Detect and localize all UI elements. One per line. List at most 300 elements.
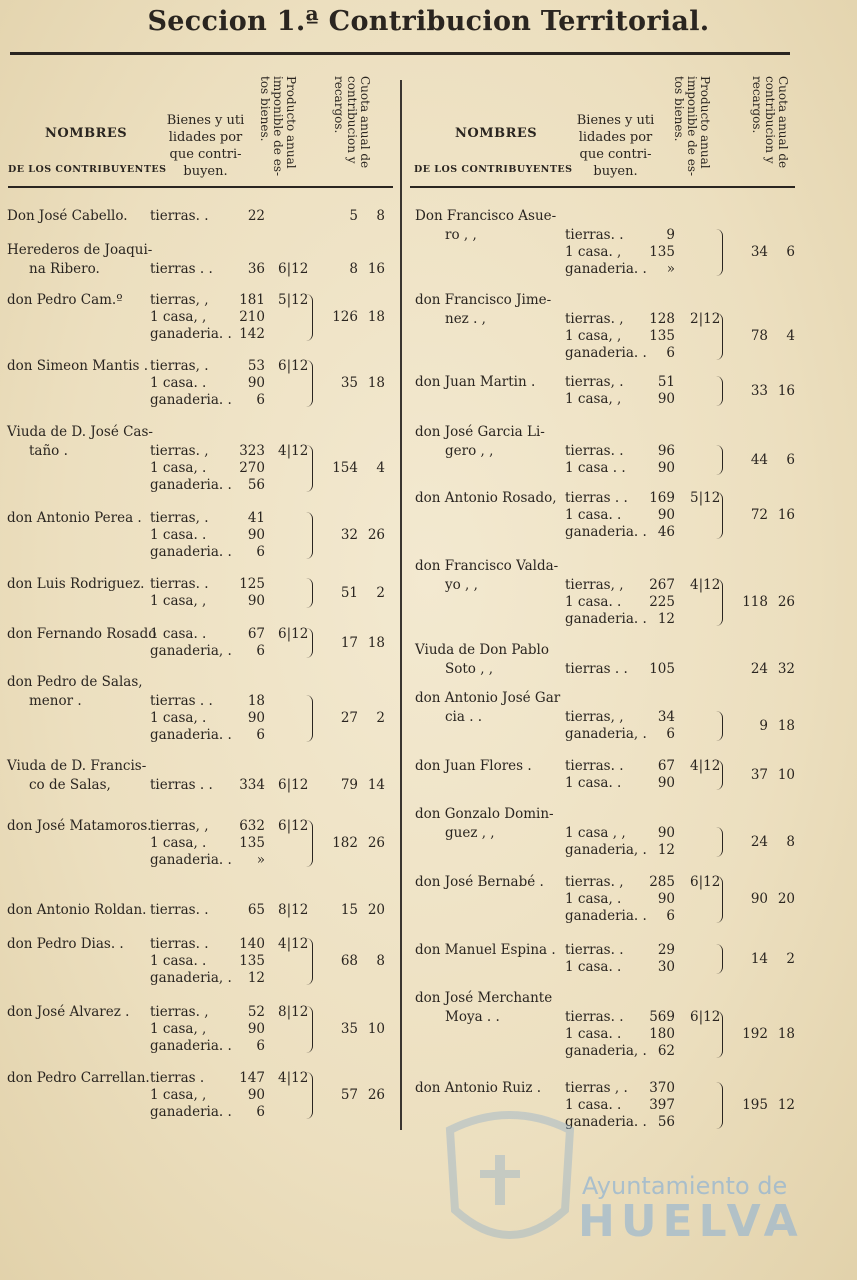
property-item: tierras, . — [565, 374, 624, 390]
property-item: ganaderia, . — [150, 643, 232, 659]
brace — [306, 512, 313, 559]
property-value: 41 — [247, 510, 265, 526]
recargo-value: 8 — [376, 208, 385, 224]
property-value: 169 — [649, 490, 675, 506]
property-value: 210 — [239, 309, 265, 325]
property-item: tierras. . — [150, 576, 209, 592]
brace — [306, 1072, 313, 1119]
brace — [716, 492, 723, 539]
property-value: 135 — [239, 953, 265, 969]
brace — [716, 445, 723, 475]
property-item: ganaderia, . — [565, 1043, 647, 1059]
property-value: » — [666, 261, 675, 277]
header-cuota-left: Cuota anual de contribucion y recargos. — [332, 76, 372, 169]
property-item: tierras. , — [565, 874, 624, 890]
property-value: 18 — [247, 693, 265, 709]
property-value: 142 — [239, 326, 265, 342]
property-value: 56 — [657, 1114, 675, 1130]
property-item: tierras, , — [565, 709, 624, 725]
property-item: 1 casa. , — [565, 244, 622, 260]
property-value: 147 — [239, 1070, 265, 1086]
property-item: tierras . . — [565, 661, 628, 677]
cuota-value: 37 — [750, 766, 768, 783]
cuota-value: 118 — [742, 594, 768, 610]
property-item: tierras. . — [565, 1009, 624, 1025]
property-item: 1 casa , , — [565, 825, 626, 841]
recargo-value: 8 — [786, 833, 795, 850]
property-item: tierras. . — [565, 227, 624, 243]
property-item: 1 casa. . — [565, 594, 622, 610]
property-item: tierras. . — [150, 902, 209, 918]
contributor-name-cont: na Ribero. — [29, 261, 100, 277]
recargo-value: 16 — [777, 507, 795, 523]
property-item: tierras, . — [150, 510, 209, 526]
cuota-value: 15 — [340, 902, 358, 918]
property-item: tierras, . — [150, 358, 209, 374]
property-item: 1 casa, , — [150, 593, 207, 609]
property-item: tierras. . — [565, 942, 624, 958]
property-value: 90 — [247, 375, 265, 391]
brace — [716, 376, 723, 406]
property-item: ganaderia. . — [150, 477, 232, 493]
brace — [306, 578, 313, 608]
property-value: 34 — [657, 709, 675, 725]
property-item: 1 casa . . — [565, 460, 626, 476]
property-item: 1 casa. . — [150, 953, 207, 969]
property-item: tierras. . — [565, 443, 624, 459]
brace — [716, 229, 723, 276]
contributor-name-cont: menor . — [29, 693, 82, 709]
property-item: 1 casa. . — [150, 375, 207, 391]
contributor-name: Don José Cabello. — [7, 208, 128, 224]
contributor-name: don Fernando Rosado — [7, 626, 157, 642]
property-item: ganaderia. . — [150, 326, 232, 342]
contributor-name: don Luis Rodriguez. — [7, 576, 145, 592]
property-value: 632 — [239, 818, 265, 834]
brace — [716, 313, 723, 360]
cuota-value: 182 — [332, 835, 358, 851]
property-value: 90 — [247, 1021, 265, 1037]
cuota-value: 44 — [750, 451, 768, 468]
property-value: 12 — [247, 970, 265, 986]
contributor-name: don Pedro de Salas, — [7, 674, 143, 690]
header-nombres-left: NOMBRES — [45, 126, 128, 141]
contributor-name: don Antonio Perea . — [7, 510, 142, 526]
cuota-value: 78 — [750, 328, 768, 344]
property-value: 6 — [256, 544, 265, 560]
header-bienes-line: que contri- — [579, 147, 652, 162]
property-item: tierras. , — [150, 1004, 209, 1020]
contributor-name: don Juan Flores . — [415, 758, 532, 774]
recargo-value: 16 — [367, 261, 385, 277]
property-value: 90 — [657, 775, 675, 791]
product-fraction: 6|12 — [278, 626, 309, 642]
property-value: 46 — [657, 524, 675, 540]
property-item: 1 casa, , — [150, 309, 207, 325]
brace — [306, 360, 313, 407]
product-fraction: 8|12 — [278, 902, 309, 918]
contributor-name: don Gonzalo Domin- — [415, 806, 554, 822]
contributor-name-cont: nez . , — [445, 311, 486, 327]
product-fraction: 2|12 — [690, 311, 721, 327]
recargo-value: 8 — [376, 953, 385, 969]
contributor-name: Viuda de D. José Cas- — [7, 424, 153, 440]
property-value: » — [256, 852, 265, 868]
header-bienes-right — [568, 112, 663, 180]
product-fraction: 8|12 — [278, 1004, 309, 1020]
contributor-name: don Pedro Carrellan. — [7, 1070, 150, 1086]
contributor-name: Don Francisco Asue- — [415, 208, 557, 224]
property-item: tierras . . — [150, 261, 213, 277]
property-value: 285 — [649, 874, 675, 890]
brace — [306, 1006, 313, 1053]
property-item: ganaderia, . — [565, 726, 647, 742]
cuota-value: 90 — [750, 891, 768, 907]
recargo-value: 16 — [777, 382, 795, 399]
property-item: tierras . . — [565, 490, 628, 506]
property-item: tierras, , — [150, 818, 209, 834]
contributor-name-cont: cia . . — [445, 709, 483, 725]
recargo-value: 4 — [786, 328, 795, 344]
recargo-value: 14 — [367, 777, 385, 793]
contributor-name-cont: guez , , — [445, 825, 495, 841]
brace — [716, 760, 723, 790]
property-value: 90 — [247, 527, 265, 543]
property-item: tierras. . — [150, 936, 209, 952]
property-value: 30 — [657, 959, 675, 975]
property-value: 128 — [649, 311, 675, 327]
product-fraction: 6|12 — [278, 261, 309, 277]
recargo-value: 6 — [786, 451, 795, 468]
brace — [306, 445, 313, 492]
property-item: 1 casa, , — [565, 328, 622, 344]
recargo-value: 10 — [777, 766, 795, 783]
product-fraction: 4|12 — [278, 443, 309, 459]
contributor-name: don José Matamoros. — [7, 818, 152, 834]
property-item: 1 casa. . — [565, 1026, 622, 1042]
property-value: 105 — [649, 661, 675, 677]
property-item: ganaderia. . — [565, 1114, 647, 1130]
cuota-value: 154 — [332, 460, 358, 476]
property-value: 370 — [649, 1080, 675, 1096]
property-item: ganaderia. . — [565, 908, 647, 924]
contributor-name: don Antonio Roldan. — [7, 902, 147, 918]
recargo-value: 18 — [367, 309, 385, 325]
recargo-value: 4 — [376, 460, 385, 476]
header-cuota-right: Cuota anual de contribucion y recargos. — [750, 76, 790, 169]
property-value: 6 — [666, 726, 675, 742]
header-contribuyentes-right: DE LOS CONTRIBUYENTES — [414, 164, 573, 175]
property-value: 6 — [256, 643, 265, 659]
brace — [306, 820, 313, 867]
property-value: 6 — [256, 392, 265, 408]
cuota-value: 34 — [750, 244, 768, 260]
property-item: tierras. . — [565, 758, 624, 774]
product-fraction: 6|12 — [690, 1009, 721, 1025]
product-fraction: 5|12 — [690, 490, 721, 506]
header-bienes-line: buyen. — [593, 164, 638, 179]
contributor-name: Viuda de D. Francis- — [7, 758, 147, 774]
property-value: 90 — [657, 825, 675, 841]
property-item: ganaderia. . — [150, 544, 232, 560]
contributor-name: don Pedro Dias. . — [7, 936, 124, 952]
cuota-value: 126 — [332, 309, 358, 325]
contributor-name: don José Garcia Li- — [415, 424, 545, 440]
header-rule-left — [8, 186, 393, 188]
header-contribuyentes-left: DE LOS CONTRIBUYENTES — [8, 164, 167, 175]
property-item: ganaderia, . — [150, 970, 232, 986]
recargo-value: 2 — [376, 584, 385, 601]
contributor-name-cont: ro , , — [445, 227, 477, 243]
contributor-name: don Francisco Jime- — [415, 292, 552, 308]
property-value: 52 — [247, 1004, 265, 1020]
header-rule-right — [410, 186, 795, 188]
property-value: 90 — [657, 507, 675, 523]
property-item: 1 casa, , — [565, 391, 622, 407]
brace — [716, 944, 723, 974]
product-fraction: 4|12 — [690, 758, 721, 774]
recargo-value: 18 — [777, 717, 795, 734]
recargo-value: 26 — [367, 835, 385, 851]
recargo-value: 2 — [786, 950, 795, 967]
property-value: 22 — [247, 208, 265, 224]
property-item: ganaderia. . — [565, 345, 647, 361]
contributor-name-cont: taño . — [29, 443, 68, 459]
property-value: 9 — [666, 227, 675, 243]
property-value: 90 — [247, 1087, 265, 1103]
contributor-name: don José Alvarez . — [7, 1004, 130, 1020]
property-item: 1 casa, . — [565, 891, 622, 907]
contributor-name: don Simeon Mantis . — [7, 358, 149, 374]
property-value: 323 — [239, 443, 265, 459]
property-item: 1 casa, . — [150, 835, 207, 851]
property-value: 334 — [239, 777, 265, 793]
property-item: tierras , . — [565, 1080, 628, 1096]
cuota-value: 35 — [340, 1021, 358, 1037]
contributor-name: Herederos de Joaqui- — [7, 242, 153, 258]
property-item: 1 casa. . — [565, 1097, 622, 1113]
product-fraction: 6|12 — [690, 874, 721, 890]
recargo-value: 26 — [367, 527, 385, 543]
title-rule — [10, 52, 790, 55]
brace — [716, 711, 723, 741]
recargo-value: 10 — [367, 1021, 385, 1037]
recargo-value: 18 — [367, 634, 385, 651]
property-item: 1 casa. . — [150, 527, 207, 543]
property-value: 140 — [239, 936, 265, 952]
brace — [306, 294, 313, 341]
header-bienes-line: Bienes y uti — [166, 113, 245, 128]
cuota-value: 14 — [750, 950, 768, 967]
property-value: 125 — [239, 576, 265, 592]
property-value: 96 — [657, 443, 675, 459]
property-item: tierras, , — [150, 292, 209, 308]
property-value: 135 — [649, 328, 675, 344]
property-item: 1 casa. . — [150, 626, 207, 642]
property-item: 1 casa. . — [565, 507, 622, 523]
cuota-value: 195 — [742, 1097, 768, 1113]
property-item: ganaderia. . — [150, 392, 232, 408]
property-value: 267 — [649, 577, 675, 593]
contributor-name: don Antonio Ruiz . — [415, 1080, 542, 1096]
recargo-value: 12 — [777, 1097, 795, 1113]
property-value: 6 — [666, 345, 675, 361]
property-item: ganaderia. . — [150, 727, 232, 743]
contributor-name-cont: Moya . . — [445, 1009, 500, 1025]
property-value: 6 — [256, 727, 265, 743]
recargo-value: 2 — [376, 710, 385, 726]
property-value: 180 — [649, 1026, 675, 1042]
property-item: 1 casa, , — [150, 1021, 207, 1037]
property-item: ganaderia, . — [565, 842, 647, 858]
property-value: 181 — [239, 292, 265, 308]
product-fraction: 6|12 — [278, 777, 309, 793]
product-fraction: 4|12 — [278, 1070, 309, 1086]
property-value: 6 — [256, 1104, 265, 1120]
brace — [306, 695, 313, 742]
header-bienes-line: lidades por — [578, 130, 653, 145]
product-fraction: 4|12 — [690, 577, 721, 593]
property-item: tierras . . — [150, 693, 213, 709]
cuota-value: 24 — [750, 833, 768, 850]
contributor-name: don José Bernabé . — [415, 874, 544, 890]
property-item: tierras . — [150, 1070, 205, 1086]
property-value: 6 — [256, 1038, 265, 1054]
recargo-value: 26 — [777, 594, 795, 610]
property-item: 1 casa, , — [150, 1087, 207, 1103]
cuota-value: 79 — [340, 777, 358, 793]
recargo-value: 20 — [367, 902, 385, 918]
property-value: 90 — [247, 593, 265, 609]
recargo-value: 18 — [367, 375, 385, 391]
cuota-value: 9 — [759, 717, 768, 734]
contributor-name: Viuda de Don Pablo — [415, 642, 549, 658]
header-bienes-line: Bienes y uti — [576, 113, 655, 128]
cuota-value: 72 — [750, 507, 768, 523]
cuota-value: 192 — [742, 1026, 768, 1042]
cuota-value: 57 — [340, 1087, 358, 1103]
header-bienes-line: buyen. — [183, 164, 228, 179]
property-value: 225 — [649, 594, 675, 610]
property-value: 67 — [657, 758, 675, 774]
property-value: 36 — [247, 261, 265, 277]
contributor-name: don Manuel Espina . — [415, 942, 556, 958]
cuota-value: 27 — [340, 710, 358, 726]
property-item: 1 casa. . — [565, 775, 622, 791]
contributor-name-cont: Soto , , — [445, 661, 494, 677]
property-item: ganaderia. . — [565, 261, 647, 277]
property-value: 56 — [247, 477, 265, 493]
brace — [716, 1011, 723, 1058]
property-item: tierras . . — [150, 777, 213, 793]
property-value: 53 — [247, 358, 265, 374]
property-item: 1 casa, . — [150, 460, 207, 476]
property-value: 51 — [657, 374, 675, 390]
property-value: 569 — [649, 1009, 675, 1025]
recargo-value: 6 — [786, 244, 795, 260]
property-item: ganaderia. . — [150, 852, 232, 868]
header-nombres-right: NOMBRES — [455, 126, 538, 141]
property-item: 1 casa, . — [150, 710, 207, 726]
cuota-value: 24 — [750, 661, 768, 677]
product-fraction: 5|12 — [278, 292, 309, 308]
property-value: 397 — [649, 1097, 675, 1113]
cuota-value: 35 — [340, 375, 358, 391]
cuota-value: 68 — [340, 953, 358, 969]
property-value: 90 — [247, 710, 265, 726]
brace — [716, 579, 723, 626]
property-value: 67 — [247, 626, 265, 642]
contributor-name-cont: co de Salas, — [29, 777, 111, 793]
header-producto-right: Producto anual imponible de es- tos bienes. — [672, 76, 712, 177]
contributor-name-cont: gero , , — [445, 443, 494, 459]
property-value: 6 — [666, 908, 675, 924]
property-item: tierras, , — [565, 577, 624, 593]
property-item: ganaderia. . — [150, 1038, 232, 1054]
property-item: tierras. , — [565, 311, 624, 327]
column-divider — [400, 80, 402, 1130]
property-item: ganaderia. . — [565, 524, 647, 540]
property-value: 62 — [657, 1043, 675, 1059]
watermark-line2: HUELVA — [578, 1196, 804, 1247]
product-fraction: 6|12 — [278, 358, 309, 374]
cuota-value: 33 — [750, 382, 768, 399]
header-bienes-left — [158, 112, 253, 180]
contributor-name: don José Merchante — [415, 990, 553, 1006]
header-bienes-line: lidades por — [168, 130, 243, 145]
property-value: 65 — [247, 902, 265, 918]
brace — [306, 938, 313, 985]
property-value: 12 — [657, 842, 675, 858]
contributor-name: don Pedro Cam.º — [7, 292, 123, 308]
recargo-value: 26 — [367, 1087, 385, 1103]
recargo-value: 20 — [777, 891, 795, 907]
cuota-value: 32 — [340, 527, 358, 543]
watermark-line1: Ayuntamiento de — [582, 1172, 788, 1200]
product-fraction: 4|12 — [278, 936, 309, 952]
brace — [716, 876, 723, 923]
property-value: 12 — [657, 611, 675, 627]
contributor-name: don Francisco Valda- — [415, 558, 559, 574]
contributor-name: don Antonio José Gar — [415, 690, 561, 706]
property-item: tierras. . — [150, 208, 209, 224]
cuota-value: 5 — [349, 208, 358, 224]
page-title: Seccion 1.ª Contribucion Territorial. — [147, 6, 710, 37]
product-fraction: 6|12 — [278, 818, 309, 834]
brace — [306, 628, 313, 658]
property-value: 135 — [649, 244, 675, 260]
property-value: 90 — [657, 391, 675, 407]
cuota-value: 8 — [349, 261, 358, 277]
contributor-name: don Juan Martin . — [415, 374, 536, 390]
property-value: 90 — [657, 891, 675, 907]
property-item: 1 casa. . — [565, 959, 622, 975]
header-producto-left: Producto anual imponible de es- tos bienes. — [258, 76, 298, 177]
recargo-value: 18 — [777, 1026, 795, 1042]
contributor-name-cont: yo , , — [445, 577, 478, 593]
contributor-name: don Antonio Rosado, — [415, 490, 557, 506]
property-item: tierras. , — [150, 443, 209, 459]
cuota-value: 51 — [340, 584, 358, 601]
property-value: 135 — [239, 835, 265, 851]
header-bienes-line: que contri- — [169, 147, 242, 162]
property-value: 90 — [657, 460, 675, 476]
cuota-value: 17 — [340, 634, 358, 651]
recargo-value: 32 — [777, 661, 795, 677]
brace — [716, 827, 723, 857]
property-value: 270 — [239, 460, 265, 476]
property-item: ganaderia. . — [565, 611, 647, 627]
